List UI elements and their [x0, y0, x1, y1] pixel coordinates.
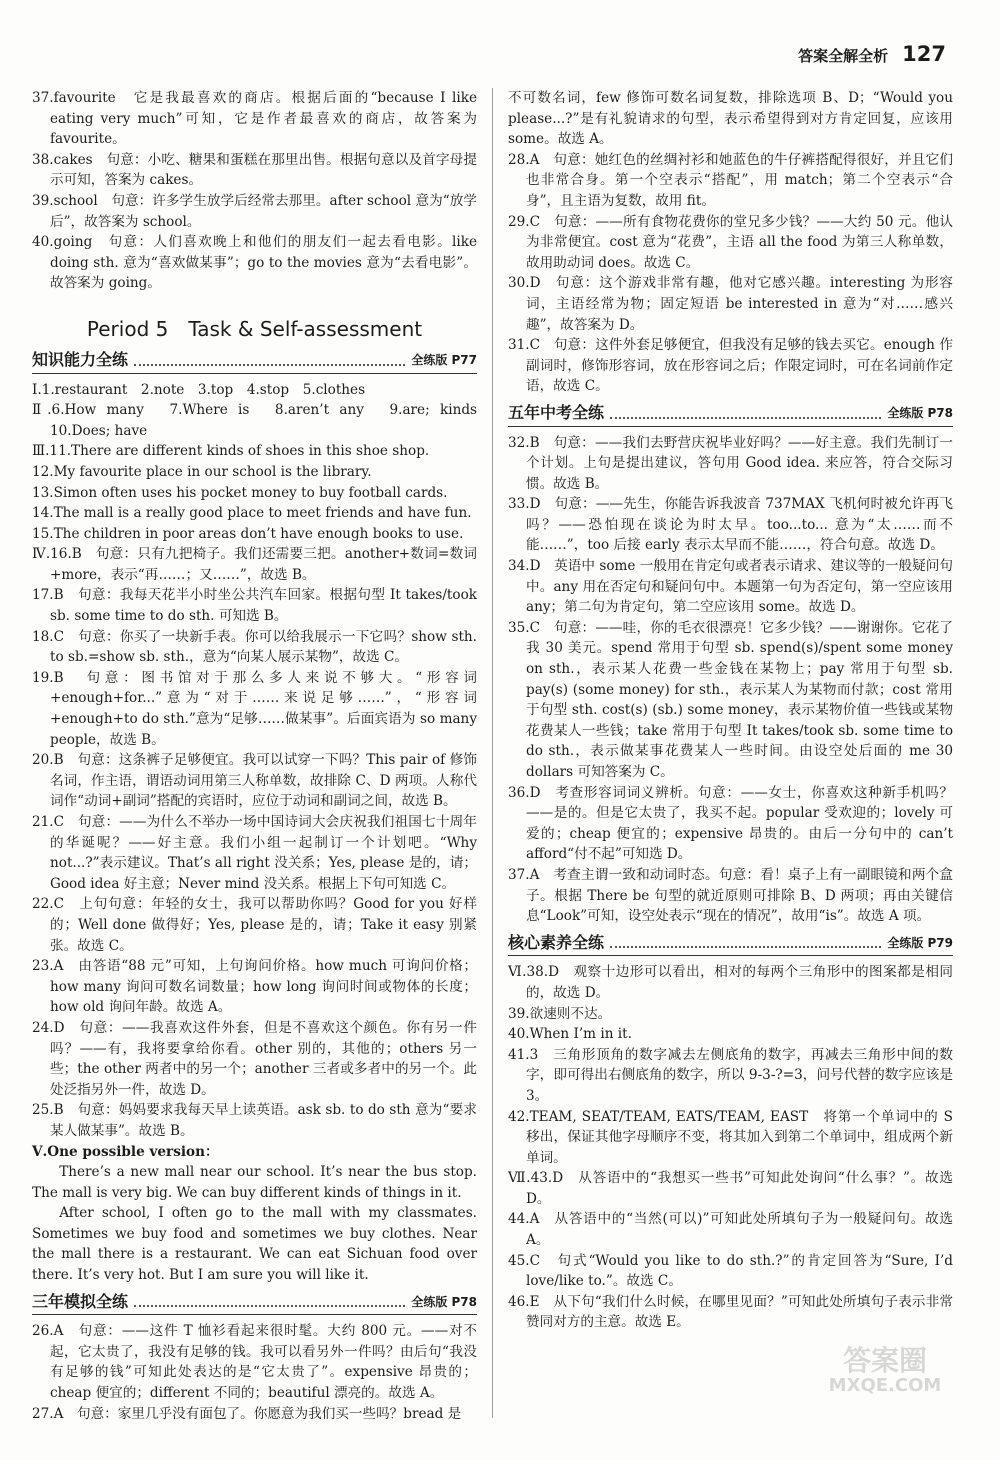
period-title: Period 5 Task & Self-assessment	[86, 316, 423, 341]
answer-item: 14.The mall is a really good place to meet friends and have fun.	[32, 505, 472, 522]
section-title: 核心素养全练	[508, 932, 605, 952]
page-number: 127	[902, 42, 946, 66]
column-divider	[492, 88, 493, 1418]
answer-item: 45.C 句式“Would you like to do sth.?”的肯定回答为“Sure, I’d love/like to.”。故选 C。	[508, 1252, 953, 1290]
answer-item: 24.D 句意：——我喜欢这件外套，但是不喜欢这个颜色。你有另一件吗？——有，我将要拿给你看。other 别的，其他的；others 另一些；the other 两者中的另一个；another 三者或多者中的另一个。此处泛指另外一件，故选 D。	[32, 1019, 477, 1098]
section-title: 三年模拟全练	[32, 1291, 129, 1311]
answer-item: 34.D 英语中 some 一般用在肯定句或者表示请求、建议等的一般疑问句中。any 用在否定句和疑问句中。本题第一句为否定句，第一空应该用 any；第二句为肯定句，第二空应该用 some。故选 D。	[508, 558, 953, 616]
answer-item: 39.school 句意：许多学生放学后经常去那里。after school 意为“放学后”，故答案为 school。	[32, 192, 477, 230]
section-ref: 全练版 P78	[411, 1294, 477, 1309]
answer-item: Ⅱ.6.How many 7.Where is 8.aren’t any 9.are; kinds 10.Does; have	[32, 402, 491, 439]
answer-item: 19.B 句意：图书馆对于那么多人来说不够大。“形容词+enough+for...”意为“对于……来说足够……”，“形容词+enough+to do sth.”意为“足够……做某事”。后面宾语为 so many people，故选 B。	[32, 669, 477, 748]
answer-item: 21.C 句意：——为什么不举办一场中国诗词大会庆祝我们祖国七十周年的华诞呢？——好主意。我们小组一起制订一个计划吧。“Why not...?”表示建议。That’s all right 没关系；Yes, please 是的，请；Good idea 好主意；Never mind 没关系。根据上下句可知选 C。	[32, 814, 477, 892]
writing-paragraph: After school, I often go to the mall with my classmates. Sometimes we buy food and sometimes we buy clothes. Near the mall there is a restaurant. We can eat Sichuan food over there. It’s very hot. But I am sure you will like it.	[32, 1205, 477, 1284]
answer-item: 31.C 句意：这件外套足够便宜，但我没有足够的钱去买它。enough 作副词时，修饰形容词，放在形容词之后；作限定词时，可在名词前作定语，故选 C。	[508, 337, 953, 395]
answer-item: 20.B 句意：这条裤子足够便宜。我可以试穿一下吗？This pair of 修饰名词，作主语，谓语动词用第三人称单数，故排除 C、D 两项。人称代词作“动词+副词”搭配的宾语时，应位于动词和副词之间，故选 B。	[32, 752, 477, 810]
answer-item: 25.B 句意：妈妈要求我每天早上读英语。ask sb. to do sth 意为“要求某人做某事”。故选 B。	[32, 1102, 477, 1139]
section-leader	[134, 1305, 405, 1307]
section-leader	[610, 946, 881, 948]
section-header	[508, 403, 953, 427]
continued-text: 不可数名词，few 修饰可数名词复数，排除选项 B、D；“Would you please...?”是有礼貌请求的句型，表示希望得到对方肯定回复，应该用 some。故选 A。	[508, 90, 953, 148]
answer-item: 40.When I’m in it.	[508, 1026, 632, 1043]
watermark	[800, 1346, 970, 1426]
section-header	[508, 933, 953, 957]
answer-item: 35.C 句意：——哇，你的毛衣很漂亮！它多少钱？——谢谢你。它花了我 30 美元。spend 常用于句型 sb. spend(s)/spent some money on sth.，表示某人花费一些金钱在某物上；pay 常用于句型 sb. pay(s) (some money) for sth.，表示某人为某物而付款；cost 常用于句型 sth. cost(s) (sb.) some money，表示某物价值一些钱或某物花费某人一些钱；take 常用于句型 It takes/took sb. some time to do sth.，表示做某事花费某人一些时间。由设空处后面的 me 30 dollars 可知答案为 C。	[508, 619, 953, 780]
section-header	[32, 1292, 477, 1316]
watermark-text: 答案圈	[842, 1344, 927, 1377]
answer-item: 46.E 从下句“我们什么时候，在哪里见面？”可知此处所填句子表示非常赞同对方的主意。故选 E。	[508, 1293, 953, 1331]
section-leader	[610, 417, 881, 419]
left-column	[32, 88, 491, 1424]
answer-item: 30.D 句意：这个游戏非常有趣，他对它感兴趣。interesting 为形容词，主语经常为物；固定短语 be interested in 意为“对……感兴趣”，故答案为 D。	[508, 275, 953, 333]
section-leader	[134, 364, 405, 366]
answer-item: 13.Simon often uses his pocket money to buy football cards.	[32, 484, 448, 501]
answer-item: Ⅰ.1.restaurant 2.note 3.top 4.stop 5.clothes	[32, 381, 366, 398]
answer-item: 29.C 句意：——所有食物花费你的堂兄多少钱？——大约 50 元。他认为非常便宜。cost 意为“花费”，主语 all the food 为第三人称单数，故用助动词 does。故选 C。	[508, 213, 953, 271]
header-title: 答案全解全析	[798, 47, 889, 65]
section-ref: 全练版 P78	[887, 405, 953, 420]
answer-item: 27.A 句意：家里几乎没有面包了。你愿意为我们买一些吗？bread 是	[32, 1405, 462, 1422]
section-title: 五年中考全练	[508, 402, 605, 422]
answer-item: 23.A 由答语“88 元”可知，上句询问价格。how much 可询问价格；how many 询问可数名词数量；how long 询问时间或物体的长度；how old 询问年龄。故选 A。	[32, 958, 477, 1016]
answer-item: Ⅲ.11.There are different kinds of shoes in this shoe shop.	[32, 443, 430, 460]
answer-item: 32.B 句意：——我们去野营庆祝毕业好吗？——好主意。我们先制订一个计划。上句是提出建议，答句用 Good idea. 来应答，符合交际习惯。故选 B。	[508, 434, 953, 492]
answer-item: 37.A 考查主谓一致和动词时态。句意：看！桌子上有一副眼镜和两个盒子。根据 There be 句型的就近原则可排除 B、D 两项；再由关键信息“Look”可知，设空处表示“现在的情况”，故用“is”。故选 A 项。	[508, 866, 953, 925]
right-column	[508, 88, 953, 1333]
page-header	[798, 44, 946, 67]
answer-item: Ⅶ.43.D 从答语中的“我想买一些书”可知此处询问“什么事？”。故选 D。	[508, 1170, 953, 1207]
answer-item: 44.A 从答语中的“当然(可以)”可知此处所填句子为一般疑问句。故选 A。	[508, 1211, 953, 1249]
answer-item: 38.cakes 句意：小吃、糖果和蛋糕在那里出售。根据句意以及首字母提示可知，答案为 cakes。	[32, 151, 477, 189]
answer-item: Ⅵ.38.D 观察十边形可以看出，相对的每两个三角形中的图案都是相同的，故选 D。	[508, 964, 953, 1001]
answer-item: 37.favourite 它是我最喜欢的商店。根据后面的“because I like eating very much”可知，它是作者最喜欢的商店，故答案为 favourite。	[32, 90, 477, 148]
writing-paragraph: There’s a new mall near our school. It’s near the bus stop. The mall is very big. We can buy different kinds of things in it.	[32, 1164, 477, 1201]
answer-item: 17.B 句意：我每天花半小时坐公共汽车回家。根据句型 It takes/took sb. some time to do sth. 可知选 B。	[32, 587, 477, 625]
answer-item: 33.D 句意：——先生，你能告诉我波音 737MAX 飞机何时被允许再飞吗？——恐怕现在谈论为时太早。too...to... 意为“太……而不能……”，too 后接 early 表示太早而不能……，符合句意。故选 D。	[508, 496, 953, 554]
section-ref: 全练版 P77	[411, 352, 477, 367]
answer-item: 15.The children in poor areas don’t have enough books to use.	[32, 525, 464, 542]
writing-label: Ⅴ.One possible version：	[32, 1143, 219, 1160]
answer-item: 26.A 句意：——这件 T 恤衫看起来很时髦。大约 800 元。——对不起，它太贵了，我没有足够的钱。我可以看另外一件吗？由后句“我没有足够的钱”可知此处表达的是“它太贵了”。expensive 昂贵的；cheap 便宜的；different 不同的；beautiful 漂亮的。故选 A。	[32, 1323, 477, 1402]
answer-item: 28.A 句意：她红色的丝绸衬衫和她蓝色的牛仔裤搭配得很好，并且它们也非常合身。第一个空表示“搭配”，用 match；第二个空表示“合身”，且主语为复数，故用 fit。	[508, 151, 953, 209]
answer-item: 36.D 考查形容词词义辨析。句意：——女士，你喜欢这种新手机吗？——是的。但是它太贵了，我买不起。popular 受欢迎的；lovely 可爱的；cheap 便宜的；expensive 昂贵的。由后一分句中的 can’t afford“付不起”可知选 D。	[508, 784, 953, 863]
section-header	[32, 350, 477, 374]
answer-item: 18.C 句意：你买了一块新手表。你可以给我展示一下它吗？show sth. to sb.=show sb. sth.，意为“向某人展示某物”，故选 C。	[32, 628, 477, 666]
answer-item: Ⅳ.16.B 句意：只有九把椅子。我们还需要三把。another+数词=数词+more，表示“再……；又……”，故选 B。	[32, 546, 477, 583]
answer-item: 12.My favourite place in our school is the library.	[32, 463, 372, 480]
answer-item: 39.欲速则不达。	[508, 1005, 612, 1022]
watermark-site: MXQE.COM	[828, 1375, 942, 1396]
answer-item: 41.3 三角形顶角的数字减去左侧底角的数字，再减去三角形中间的数字，即可得出右侧底角的数字，所以 9-3-?=3，问号代替的数字应该是 3。	[508, 1046, 953, 1104]
answer-item: 42.TEAM, SEAT/TEAM, EATS/TEAM, EAST 将第一个单词中的 S 移出，保证其他字母顺序不变，将其加入到第二个单词中，组成两个新单词。	[508, 1108, 953, 1166]
answer-item: 40.going 句意：人们喜欢晚上和他们的朋友们一起去看电影。like doing sth. 意为“喜欢做某事”；go to the movies 意为“去看电影”。故答案为 going。	[32, 234, 477, 292]
answer-item: 22.C 上句句意：年轻的女士，我可以帮助你吗？Good for you 好样的；Well done 做得好；Yes, please 是的，请；Take it easy 别紧张。故选 C。	[32, 896, 477, 954]
section-title: 知识能力全练	[32, 349, 129, 369]
section-ref: 全练版 P79	[887, 935, 953, 950]
